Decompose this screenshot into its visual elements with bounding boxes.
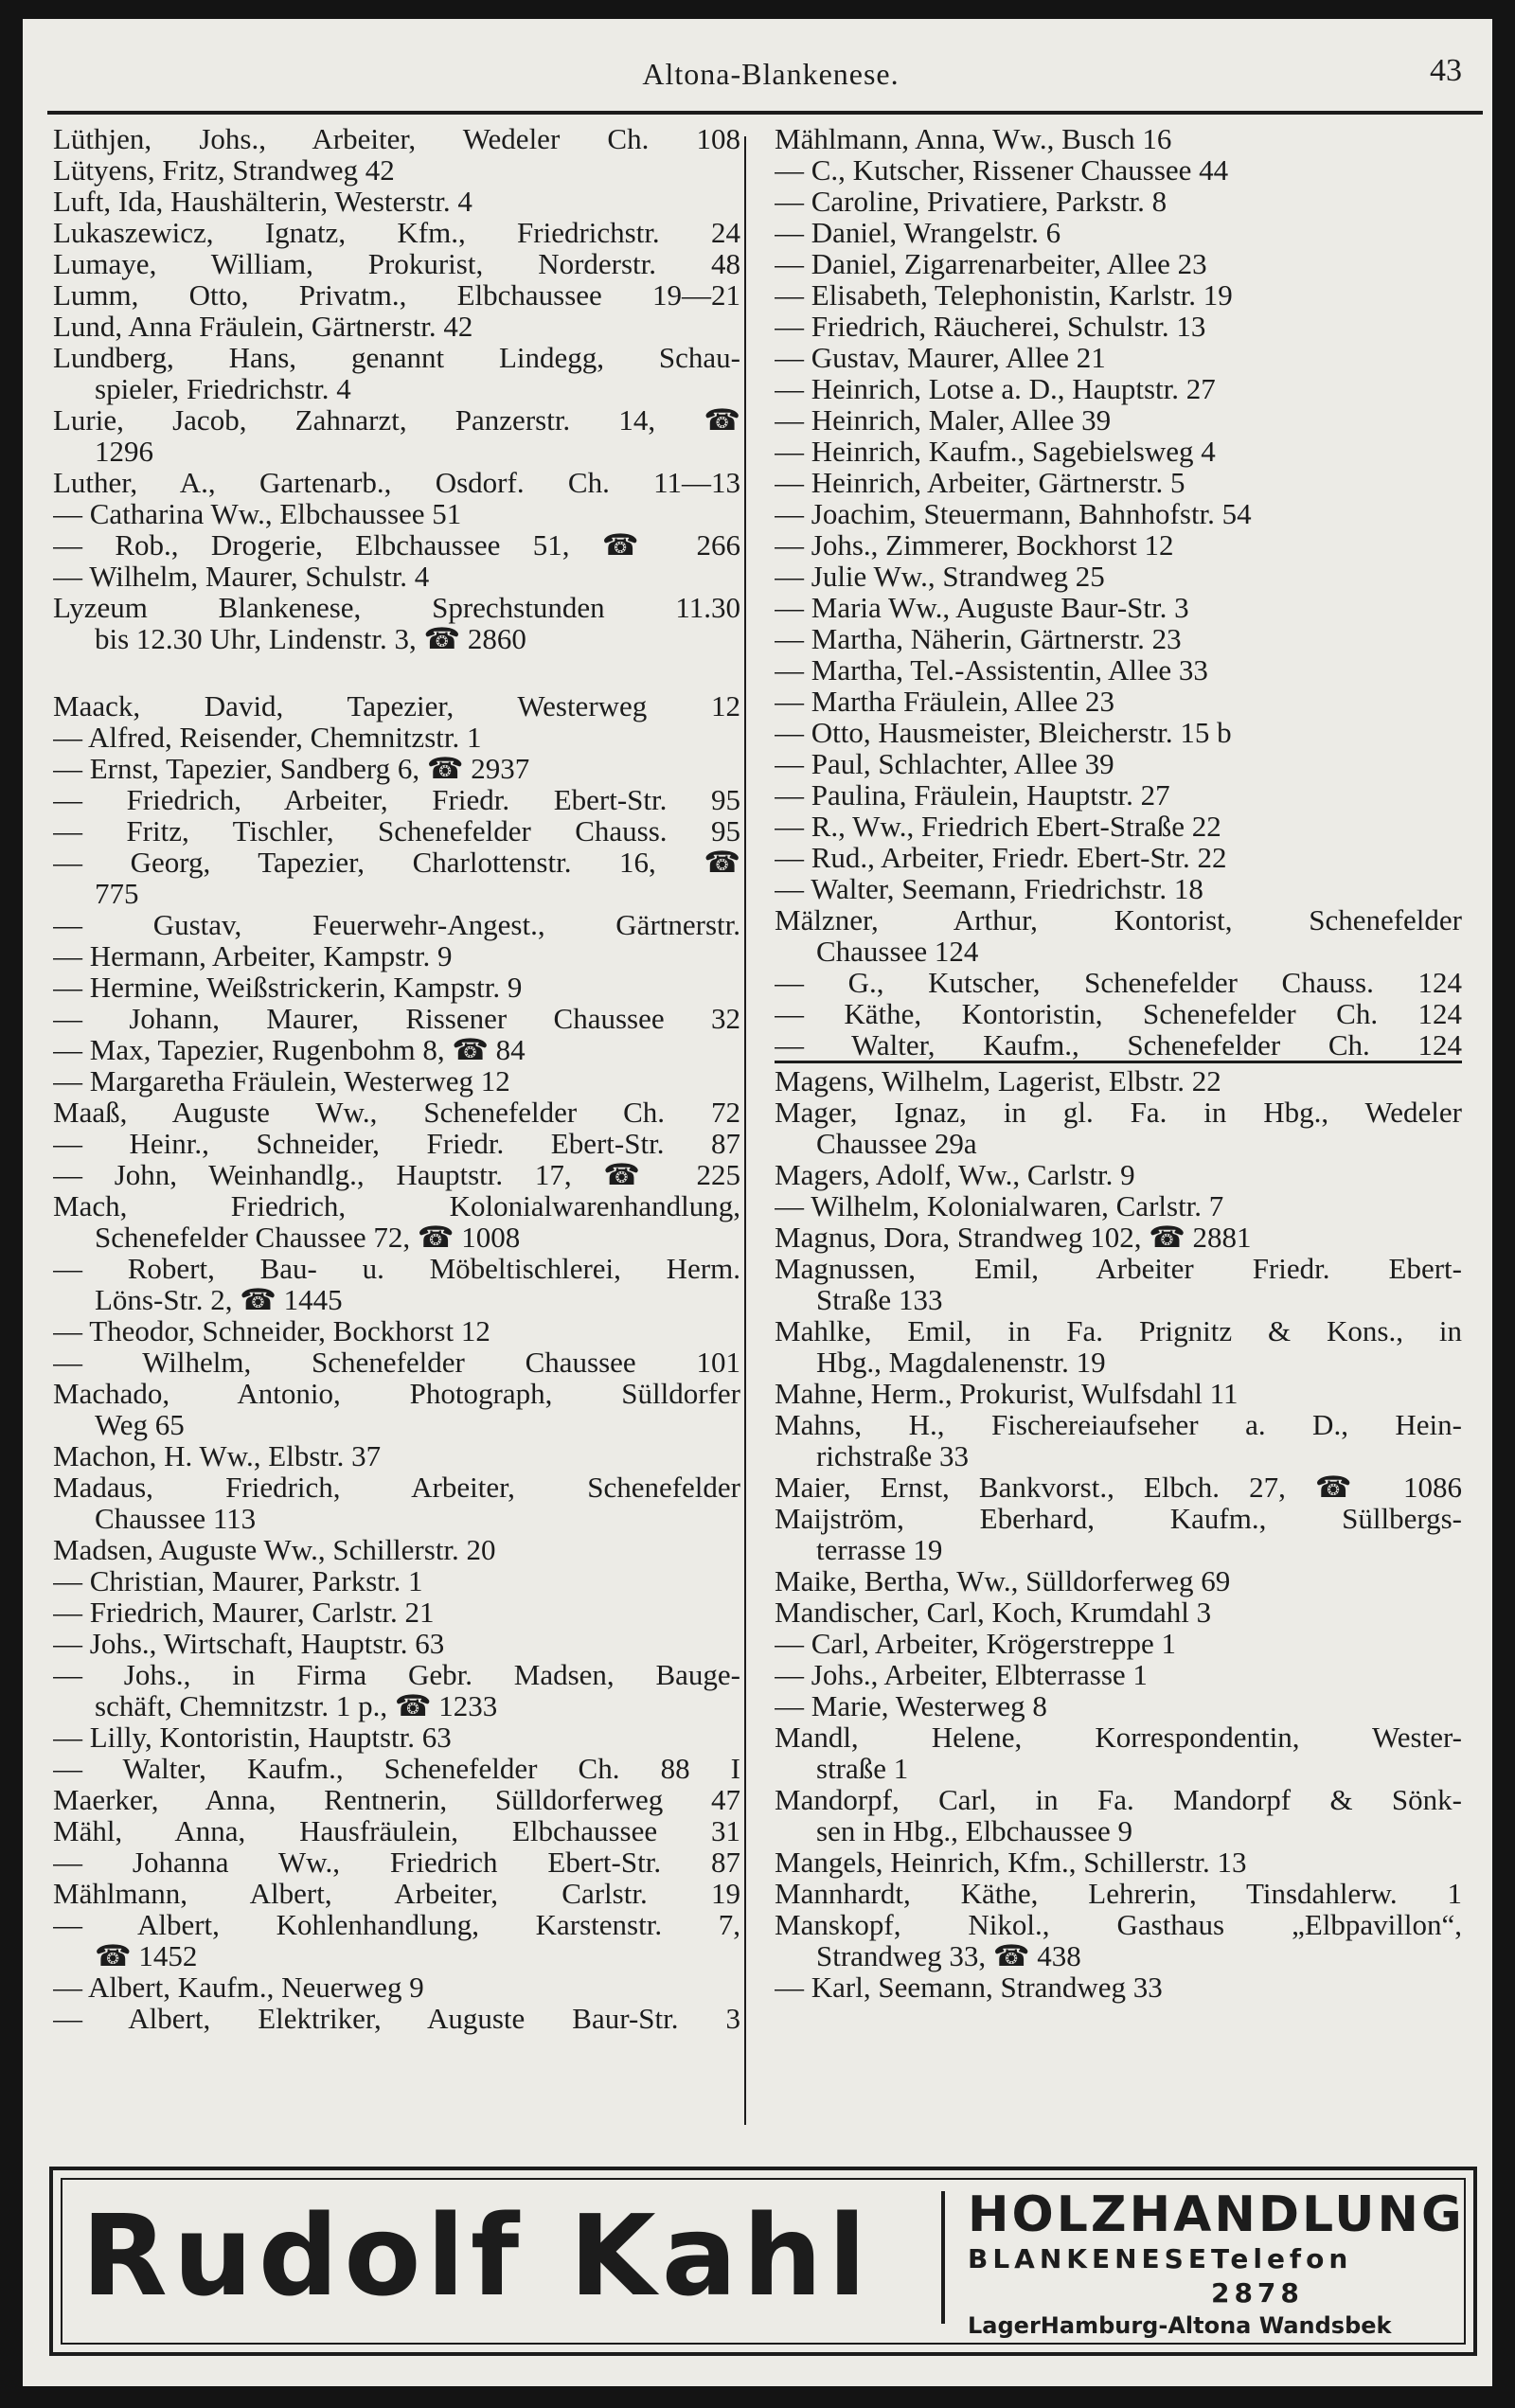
directory-entry: — Gustav, Maurer, Allee 21 [775,341,1106,374]
directory-entry: — Heinrich, Maler, Allee 39 [775,403,1112,437]
directory-entry: Madaus, Friedrich, Arbeiter, Schenefelder [53,1471,740,1504]
directory-entry: Magers, Adolf, Ww., Carlstr. 9 [775,1158,1135,1191]
directory-entry: Luther, A., Gartenarb., Osdorf. Ch. 11—13 [53,466,740,499]
directory-entry: Mälzner, Arthur, Kontorist, Schenefelder [775,903,1462,936]
directory-entry: Machon, H. Ww., Elbstr. 37 [53,1439,382,1472]
directory-entry: — Daniel, Zigarrenarbeiter, Allee 23 [775,247,1207,280]
directory-entry: — Daniel, Wrangelstr. 6 [775,216,1061,249]
page-number: 43 [1430,53,1462,88]
directory-entry-continuation: Chaussee 29a [816,1127,977,1160]
directory-entry: Lukaszewicz, Ignatz, Kfm., Friedrichstr. 24 [53,216,740,249]
directory-entry: — Georg, Tapezier, Charlottenstr. 16, ☎ [53,846,740,879]
directory-entry-continuation: spieler, Friedrichstr. 4 [95,372,351,405]
directory-entry: — Alfred, Reisender, Chemnitzstr. 1 [53,721,482,754]
directory-entry-continuation: Chaussee 113 [95,1502,257,1535]
column-divider [744,136,746,2125]
directory-entry: Maack, David, Tapezier, Westerweg 12 [53,689,740,722]
directory-entry: — Johs., Wirtschaft, Hauptstr. 63 [53,1627,445,1660]
directory-entry: — Elisabeth, Telephonistin, Karlstr. 19 [775,278,1233,312]
directory-entry: — Rob., Drogerie, Elbchaussee 51, ☎ 266 [53,528,740,562]
directory-entry: Maaß, Auguste Ww., Schenefelder Ch. 72 [53,1096,740,1129]
directory-entry: Magnus, Dora, Strandweg 102, ☎ 2881 [775,1221,1252,1254]
directory-entry: — Julie Ww., Strandweg 25 [775,560,1105,593]
directory-entry: — Caroline, Privatiere, Parkstr. 8 [775,185,1167,218]
directory-entry: Mach, Friedrich, Kolonialwarenhandlung, [53,1189,740,1222]
directory-entry: — Catharina Ww., Elbchaussee 51 [53,497,462,530]
directory-entry: Mager, Ignaz, in gl. Fa. in Hbg., Wedeler [775,1096,1462,1129]
directory-entry-continuation: bis 12.30 Uhr, Lindenstr. 3, ☎ 2860 [95,622,526,655]
directory-entry: — Albert, Kaufm., Neuerweg 9 [53,1971,424,2004]
directory-entry-continuation: richstraße 33 [816,1439,969,1472]
advertisement [49,2167,1477,2356]
directory-entry: — Paul, Schlachter, Allee 39 [775,747,1114,780]
directory-entry: — Johs., in Firma Gebr. Madsen, Bauge- [53,1658,740,1691]
directory-entry: — Albert, Kohlenhandlung, Karstenstr. 7, [53,1908,740,1941]
directory-entry: — Hermine, Weißstrickerin, Kampstr. 9 [53,971,523,1004]
directory-entry: — Marie, Westerweg 8 [775,1689,1047,1722]
directory-entry-continuation: sen in Hbg., Elbchaussee 9 [816,1814,1133,1847]
directory-entry: — Ernst, Tapezier, Sandberg 6, ☎ 2937 [53,752,530,785]
advertisement-location-line [968,2242,1441,2310]
directory-entry-continuation: Strandweg 33, ☎ 438 [816,1939,1081,1972]
directory-entry: — Joachim, Steuermann, Bahnhofstr. 54 [775,497,1252,530]
directory-entry: — Heinrich, Kaufm., Sagebielsweg 4 [775,435,1216,468]
directory-entry: Lurie, Jacob, Zahnarzt, Panzerstr. 14, ☎ [53,403,740,437]
directory-entry-continuation: terrasse 19 [816,1533,943,1566]
directory-entry: Maike, Bertha, Ww., Sülldorferweg 69 [775,1564,1231,1597]
left-column [53,123,740,2140]
directory-entry: — Martha, Tel.-Assistentin, Allee 33 [775,653,1208,687]
directory-entry: Mandl, Helene, Korrespondentin, Wester- [775,1721,1462,1754]
directory-entry: Mahlke, Emil, in Fa. Prignitz & Kons., in [775,1314,1462,1347]
directory-entry: — Heinrich, Arbeiter, Gärtnerstr. 5 [775,466,1185,499]
directory-entry: — Margaretha Fräulein, Westerweg 12 [53,1064,510,1097]
directory-entry: Mähl, Anna, Hausfräulein, Elbchaussee 31 [53,1814,740,1847]
directory-entry: — Maria Ww., Auguste Baur-Str. 3 [775,591,1189,624]
directory-entry: — Karl, Seemann, Strandweg 33 [775,1971,1163,2004]
directory-entry: Mählmann, Anna, Ww., Busch 16 [775,123,1172,155]
directory-entry: Mandischer, Carl, Koch, Krumdahl 3 [775,1596,1212,1629]
directory-entry-continuation: schäft, Chemnitzstr. 1 p., ☎ 1233 [95,1689,498,1722]
directory-entry: — Friedrich, Räucherei, Schulstr. 13 [775,310,1206,343]
directory-entry-continuation: Löns-Str. 2, ☎ 1445 [95,1283,343,1316]
advertisement-phone: Telefon 2878 [1210,2243,1353,2309]
directory-entry: Maijström, Eberhard, Kaufm., Süllbergs- [775,1502,1462,1535]
page-title: Altona-Blankenese. [642,57,900,91]
directory-entry: Lyzeum Blankenese, Sprechstunden 11.30 [53,591,740,624]
directory-entry-continuation: Weg 65 [95,1408,185,1441]
directory-entry: Manskopf, Nikol., Gasthaus „Elbpavillon“, [775,1908,1462,1941]
directory-entry: — Hermann, Arbeiter, Kampstr. 9 [53,939,453,972]
directory-entry: — Heinr., Schneider, Friedr. Ebert-Str. 87 [53,1127,740,1160]
directory-entry: — John, Weinhandlg., Hauptstr. 17, ☎ 225 [53,1158,740,1191]
directory-entry: Lütyens, Fritz, Strandweg 42 [53,153,395,187]
directory-entry-continuation: ☎ 1452 [95,1939,198,1972]
directory-entry: Luft, Ida, Haushälterin, Westerstr. 4 [53,185,472,218]
directory-entry: — Johanna Ww., Friedrich Ebert-Str. 87 [53,1846,740,1879]
directory-entry: — Otto, Hausmeister, Bleicherstr. 15 b [775,716,1232,749]
header-rule [47,111,1483,115]
directory-entry: — Heinrich, Lotse a. D., Hauptstr. 27 [775,372,1216,405]
section-gap [53,654,740,690]
directory-entry: — Friedrich, Maurer, Carlstr. 21 [53,1596,435,1629]
directory-entry-continuation: Straße 133 [816,1283,943,1316]
directory-entry: Machado, Antonio, Photograph, Sülldorfer [53,1377,740,1410]
directory-entry: — C., Kutscher, Rissener Chaussee 44 [775,153,1229,187]
advertisement-details [968,2186,1465,2341]
directory-entry-continuation: straße 1 [816,1752,909,1785]
directory-entry: — Fritz, Tischler, Schenefelder Chauss. 95 [53,814,740,847]
advertisement-heading: HOLZHANDLUNG [968,2186,1465,2243]
directory-entry: Mahns, H., Fischereiaufseher a. D., Hein- [775,1408,1462,1441]
directory-entry: Lund, Anna Fräulein, Gärtnerstr. 42 [53,310,473,343]
directory-entry: Maerker, Anna, Rentnerin, Sülldorferweg 47 [53,1783,740,1816]
directory-entry: Mahne, Herm., Prokurist, Wulfsdahl 11 [775,1377,1239,1410]
directory-entry: — Wilhelm, Schenefelder Chaussee 101 [53,1346,740,1379]
directory-entry: — Rud., Arbeiter, Friedr. Ebert-Str. 22 [775,841,1227,874]
directory-entry: Magnussen, Emil, Arbeiter Friedr. Ebert- [775,1252,1462,1285]
directory-entry: — Theodor, Schneider, Bockhorst 12 [53,1314,490,1347]
directory-entry: — Johann, Maurer, Rissener Chaussee 32 [53,1002,740,1035]
directory-entry: — R., Ww., Friedrich Ebert-Straße 22 [775,810,1221,843]
right-column [775,123,1462,2140]
directory-entry: Mannhardt, Käthe, Lehrerin, Tinsdahlerw. 1 [775,1877,1462,1910]
directory-entry: Mählmann, Albert, Arbeiter, Carlstr. 19 [53,1877,740,1910]
directory-entry-continuation: Hbg., Magdalenenstr. 19 [816,1346,1106,1379]
directory-entry: — Max, Tapezier, Rugenbohm 8, ☎ 84 [53,1033,526,1066]
directory-entry: — Paulina, Fräulein, Hauptstr. 27 [775,778,1170,812]
page-header [61,53,1481,112]
directory-entry: Maier, Ernst, Bankvorst., Elbch. 27, ☎ 1086 [775,1471,1462,1504]
directory-entry: Madsen, Auguste Ww., Schillerstr. 20 [53,1533,496,1566]
advertisement-locations: LagerHamburg-Altona Wandsbek [968,2312,1392,2339]
directory-entry-continuation: 1296 [95,435,153,468]
directory-entry: — Lilly, Kontoristin, Hauptstr. 63 [53,1721,452,1754]
directory-entry: — Friedrich, Arbeiter, Friedr. Ebert-Str. 95 [53,783,740,816]
directory-entry-continuation: Schenefelder Chaussee 72, ☎ 1008 [95,1221,521,1254]
directory-entry: — Wilhelm, Maurer, Schulstr. 4 [53,560,430,593]
advertisement-divider [941,2191,945,2324]
directory-entry: — Robert, Bau- u. Möbeltischlerei, Herm. [53,1252,740,1285]
directory-entry: Magens, Wilhelm, Lagerist, Elbstr. 22 [775,1064,1221,1097]
directory-entry-continuation: 775 [95,877,139,910]
directory-entry: — Christian, Maurer, Parkstr. 1 [53,1564,423,1597]
directory-entry: — Walter, Kaufm., Schenefelder Ch. 88 I [53,1752,740,1785]
directory-entry-continuation: Chaussee 124 [816,935,979,968]
directory-entry: — Martha Fräulein, Allee 23 [775,685,1114,718]
directory-page [23,19,1492,2386]
directory-entry: — Johs., Zimmerer, Bockhorst 12 [775,528,1174,562]
advertisement-place: BLANKENESE [968,2243,1211,2274]
directory-entry: — Käthe, Kontoristin, Schenefelder Ch. 124 [775,997,1462,1030]
directory-entry: — Carl, Arbeiter, Krögerstreppe 1 [775,1627,1177,1660]
directory-entry: Lundberg, Hans, genannt Lindegg, Schau- [53,341,740,374]
advertiser-name: Rudolf Kahl [81,2190,872,2321]
directory-entry: — Walter, Seemann, Friedrichstr. 18 [775,872,1203,905]
directory-entry: — Martha, Näherin, Gärtnerstr. 23 [775,622,1182,655]
directory-entry: Mandorpf, Carl, in Fa. Mandorpf & Sönk- [775,1783,1462,1816]
directory-entry: — Gustav, Feuerwehr-Angest., Gärtnerstr. [53,908,740,941]
directory-entry: — Johs., Arbeiter, Elbterrasse 1 [775,1658,1148,1691]
directory-entry: — Walter, Kaufm., Schenefelder Ch. 124 [775,1028,1462,1061]
directory-entry: — Albert, Elektriker, Auguste Baur-Str. 3 [53,2002,740,2035]
directory-entry: — Wilhelm, Kolonialwaren, Carlstr. 7 [775,1189,1224,1222]
directory-entry: — G., Kutscher, Schenefelder Chauss. 124 [775,966,1462,999]
directory-entry: Lumaye, William, Prokurist, Norderstr. 48 [53,247,740,280]
directory-entry: Lumm, Otto, Privatm., Elbchaussee 19—21 [53,278,740,312]
directory-entry: Mangels, Heinrich, Kfm., Schillerstr. 13 [775,1846,1247,1879]
directory-entry: Lüthjen, Johs., Arbeiter, Wedeler Ch. 108 [53,123,740,155]
